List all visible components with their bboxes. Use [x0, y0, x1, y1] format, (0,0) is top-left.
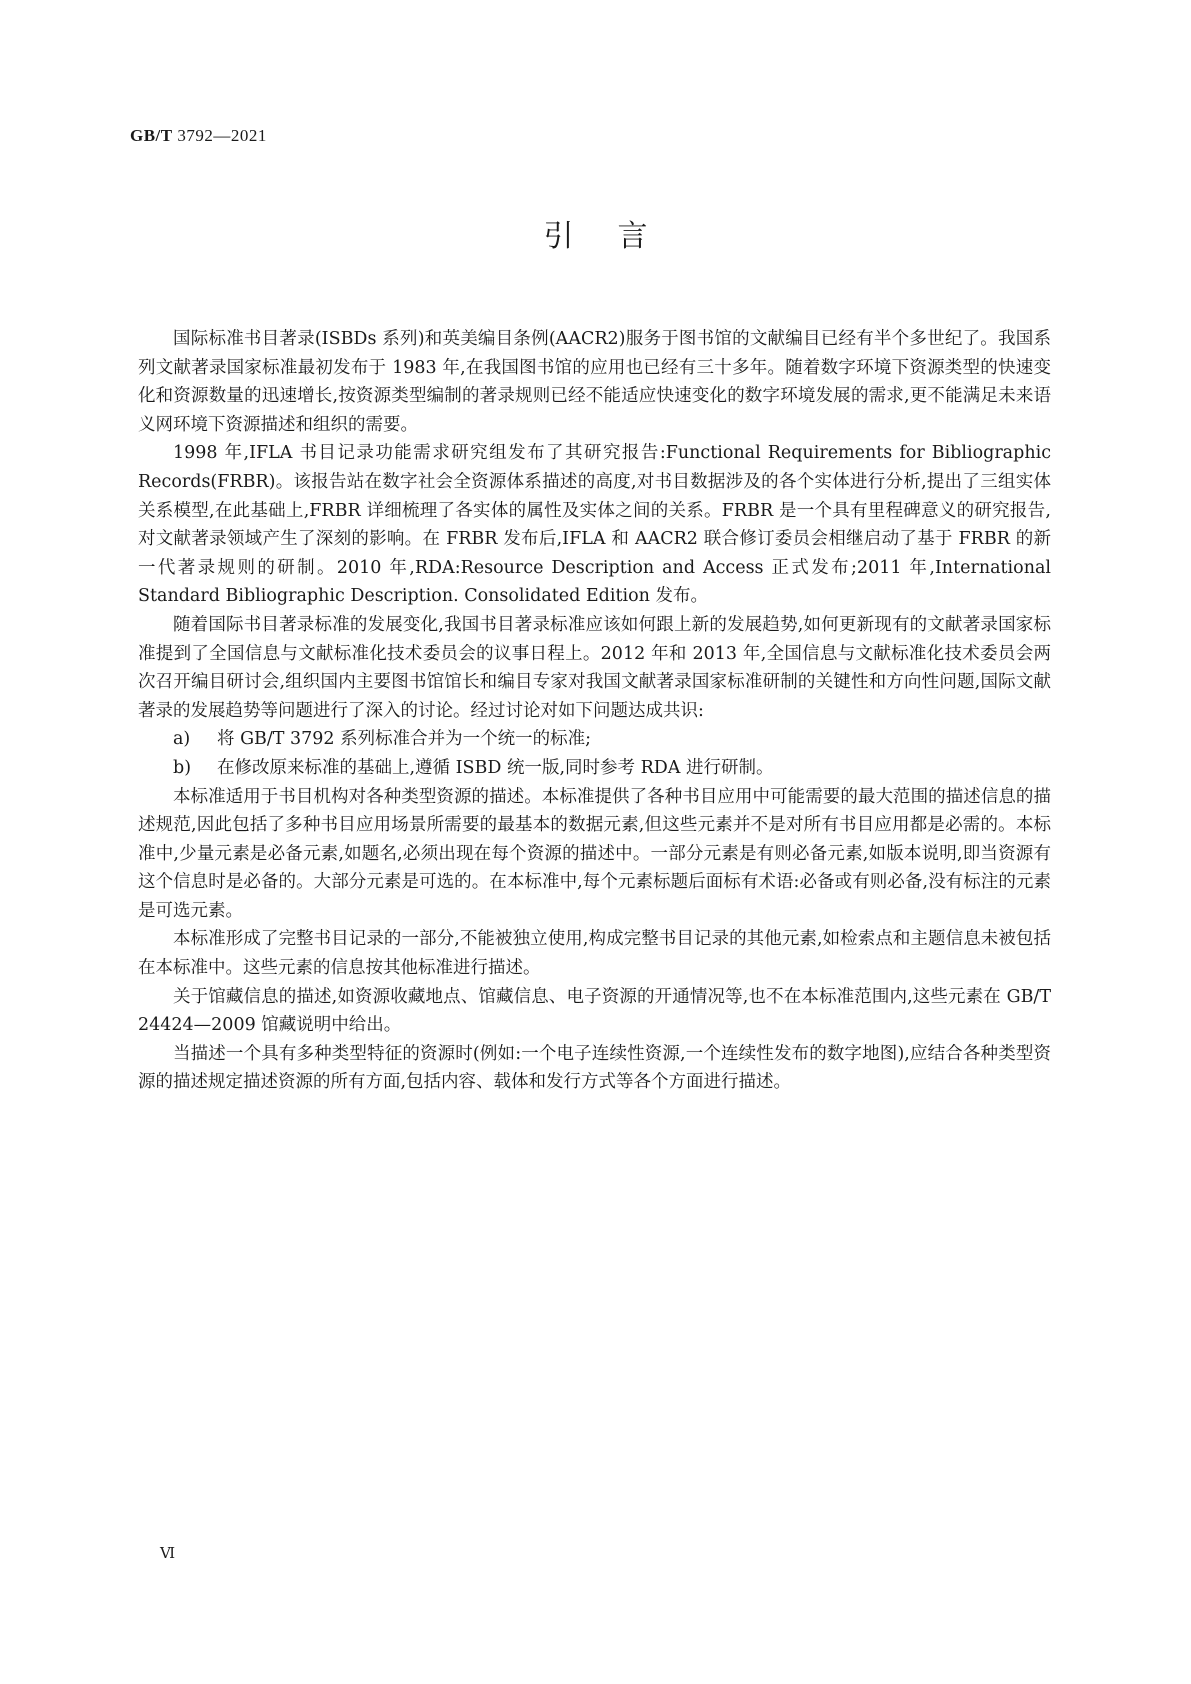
standard-header — [130, 126, 267, 146]
list-item-text: 将 GB/T 3792 系列标准合并为一个统一的标准; — [217, 729, 592, 750]
paragraph: 本标准形成了完整书目记录的一部分,不能被独立使用,构成完整书目记录的其他元素,如检索点和主题信息未被包括在本标准中。这些元素的信息按其他标准进行描述。 — [138, 929, 1051, 979]
standard-number: 3792—2021 — [177, 126, 267, 145]
paragraph: 随着国际书目著录标准的发展变化,我国书目著录标准应该如何跟上新的发展趋势,如何更新现有的文献著录国家标准提到了全国信息与文献标准化技术委员会的议事日程上。2012 年和 2013 年,全国信息与文献标准化技术委员会两次召开编目研讨会,组织国内主要图书馆馆长和编目专家对我国文献著录国家标准研制的关键性和方向性问题,国际文献著录的发展趋势等问题进行了深入的讨论。经过讨论对如下问题达成共识: — [138, 614, 1051, 721]
list-item — [138, 725, 1051, 754]
paragraph: 关于馆藏信息的描述,如资源收藏地点、馆藏信息、电子资源的开通情况等,也不在本标准范围内,这些元素在 GB/T 24424—2009 馆藏说明中给出。 — [138, 986, 1051, 1036]
list-item-marker: b) — [173, 757, 192, 778]
list-item-marker: a) — [173, 729, 191, 750]
introduction-body — [138, 325, 1051, 1097]
list-item-text: 在修改原来标准的基础上,遵循 ISBD 统一版,同时参考 RDA 进行研制。 — [217, 757, 774, 778]
paragraph: 本标准适用于书目机构对各种类型资源的描述。本标准提供了各种书目应用中可能需要的最大范围的描述信息的描述规范,因此包括了多种书目应用场景所需要的最基本的数据元素,但这些元素并不是对所有书目应用都是必需的。本标准中,少量元素是必备元素,如题名,必须出现在每个资源的描述中。一部分元素是有则必备元素,如版本说明,即当资源有这个信息时是必备的。大部分元素是可选的。在本标准中,每个元素标题后面标有术语:必备或有则必备,没有标注的元素是可选元素。 — [138, 786, 1051, 921]
paragraph: 当描述一个具有多种类型特征的资源时(例如:一个电子连续性资源,一个连续性发布的数字地图),应结合各种类型资源的描述规定描述资源的所有方面,包括内容、载体和发行方式等各个方面进行描述。 — [138, 1043, 1051, 1093]
page-number: Ⅵ — [160, 1546, 176, 1562]
paragraph: 国际标准书目著录(ISBDs 系列)和英美编目条例(AACR2)服务于图书馆的文献编目已经有半个多世纪了。我国系列文献著录国家标准最初发布于 1983 年,在我国图书馆的应用也已经有三十多年。随着数字环境下资源类型的快速变化和资源数量的迅速增长,按资源类型编制的著录规则已经不能适应快速变化的数字环境发展的需求,更不能满足未来语义网环境下资源描述和组织的需要。 — [138, 329, 1051, 435]
page-title: 引言 — [543, 219, 692, 254]
list-item — [138, 754, 1051, 783]
standard-code: GB/T — [130, 126, 173, 145]
paragraph: 1998 年,IFLA 书目记录功能需求研究组发布了其研究报告:Functional Requirements for Bibliographic Records(FRBR)。该报告站在数字社会全资源体系描述的高度,对书目数据涉及的各个实体进行分析,提出了三组实体关系模型,在此基础上,FRBR 详细梳理了各实体的属性及实体之间的关系。FRBR 是一个具有里程碑意义的研究报告,对文献著录领域产生了深刻的影响。在 FRBR 发布后,IFLA 和 AACR2 联合修订委员会相继启动了基于 FRBR 的新一代著录规则的研制。2010 年,RDA:Resource Description and Access 正式发布;2011 年,International Standard Bibliographic Description. Consolidated Edition 发布。 — [138, 443, 1051, 607]
